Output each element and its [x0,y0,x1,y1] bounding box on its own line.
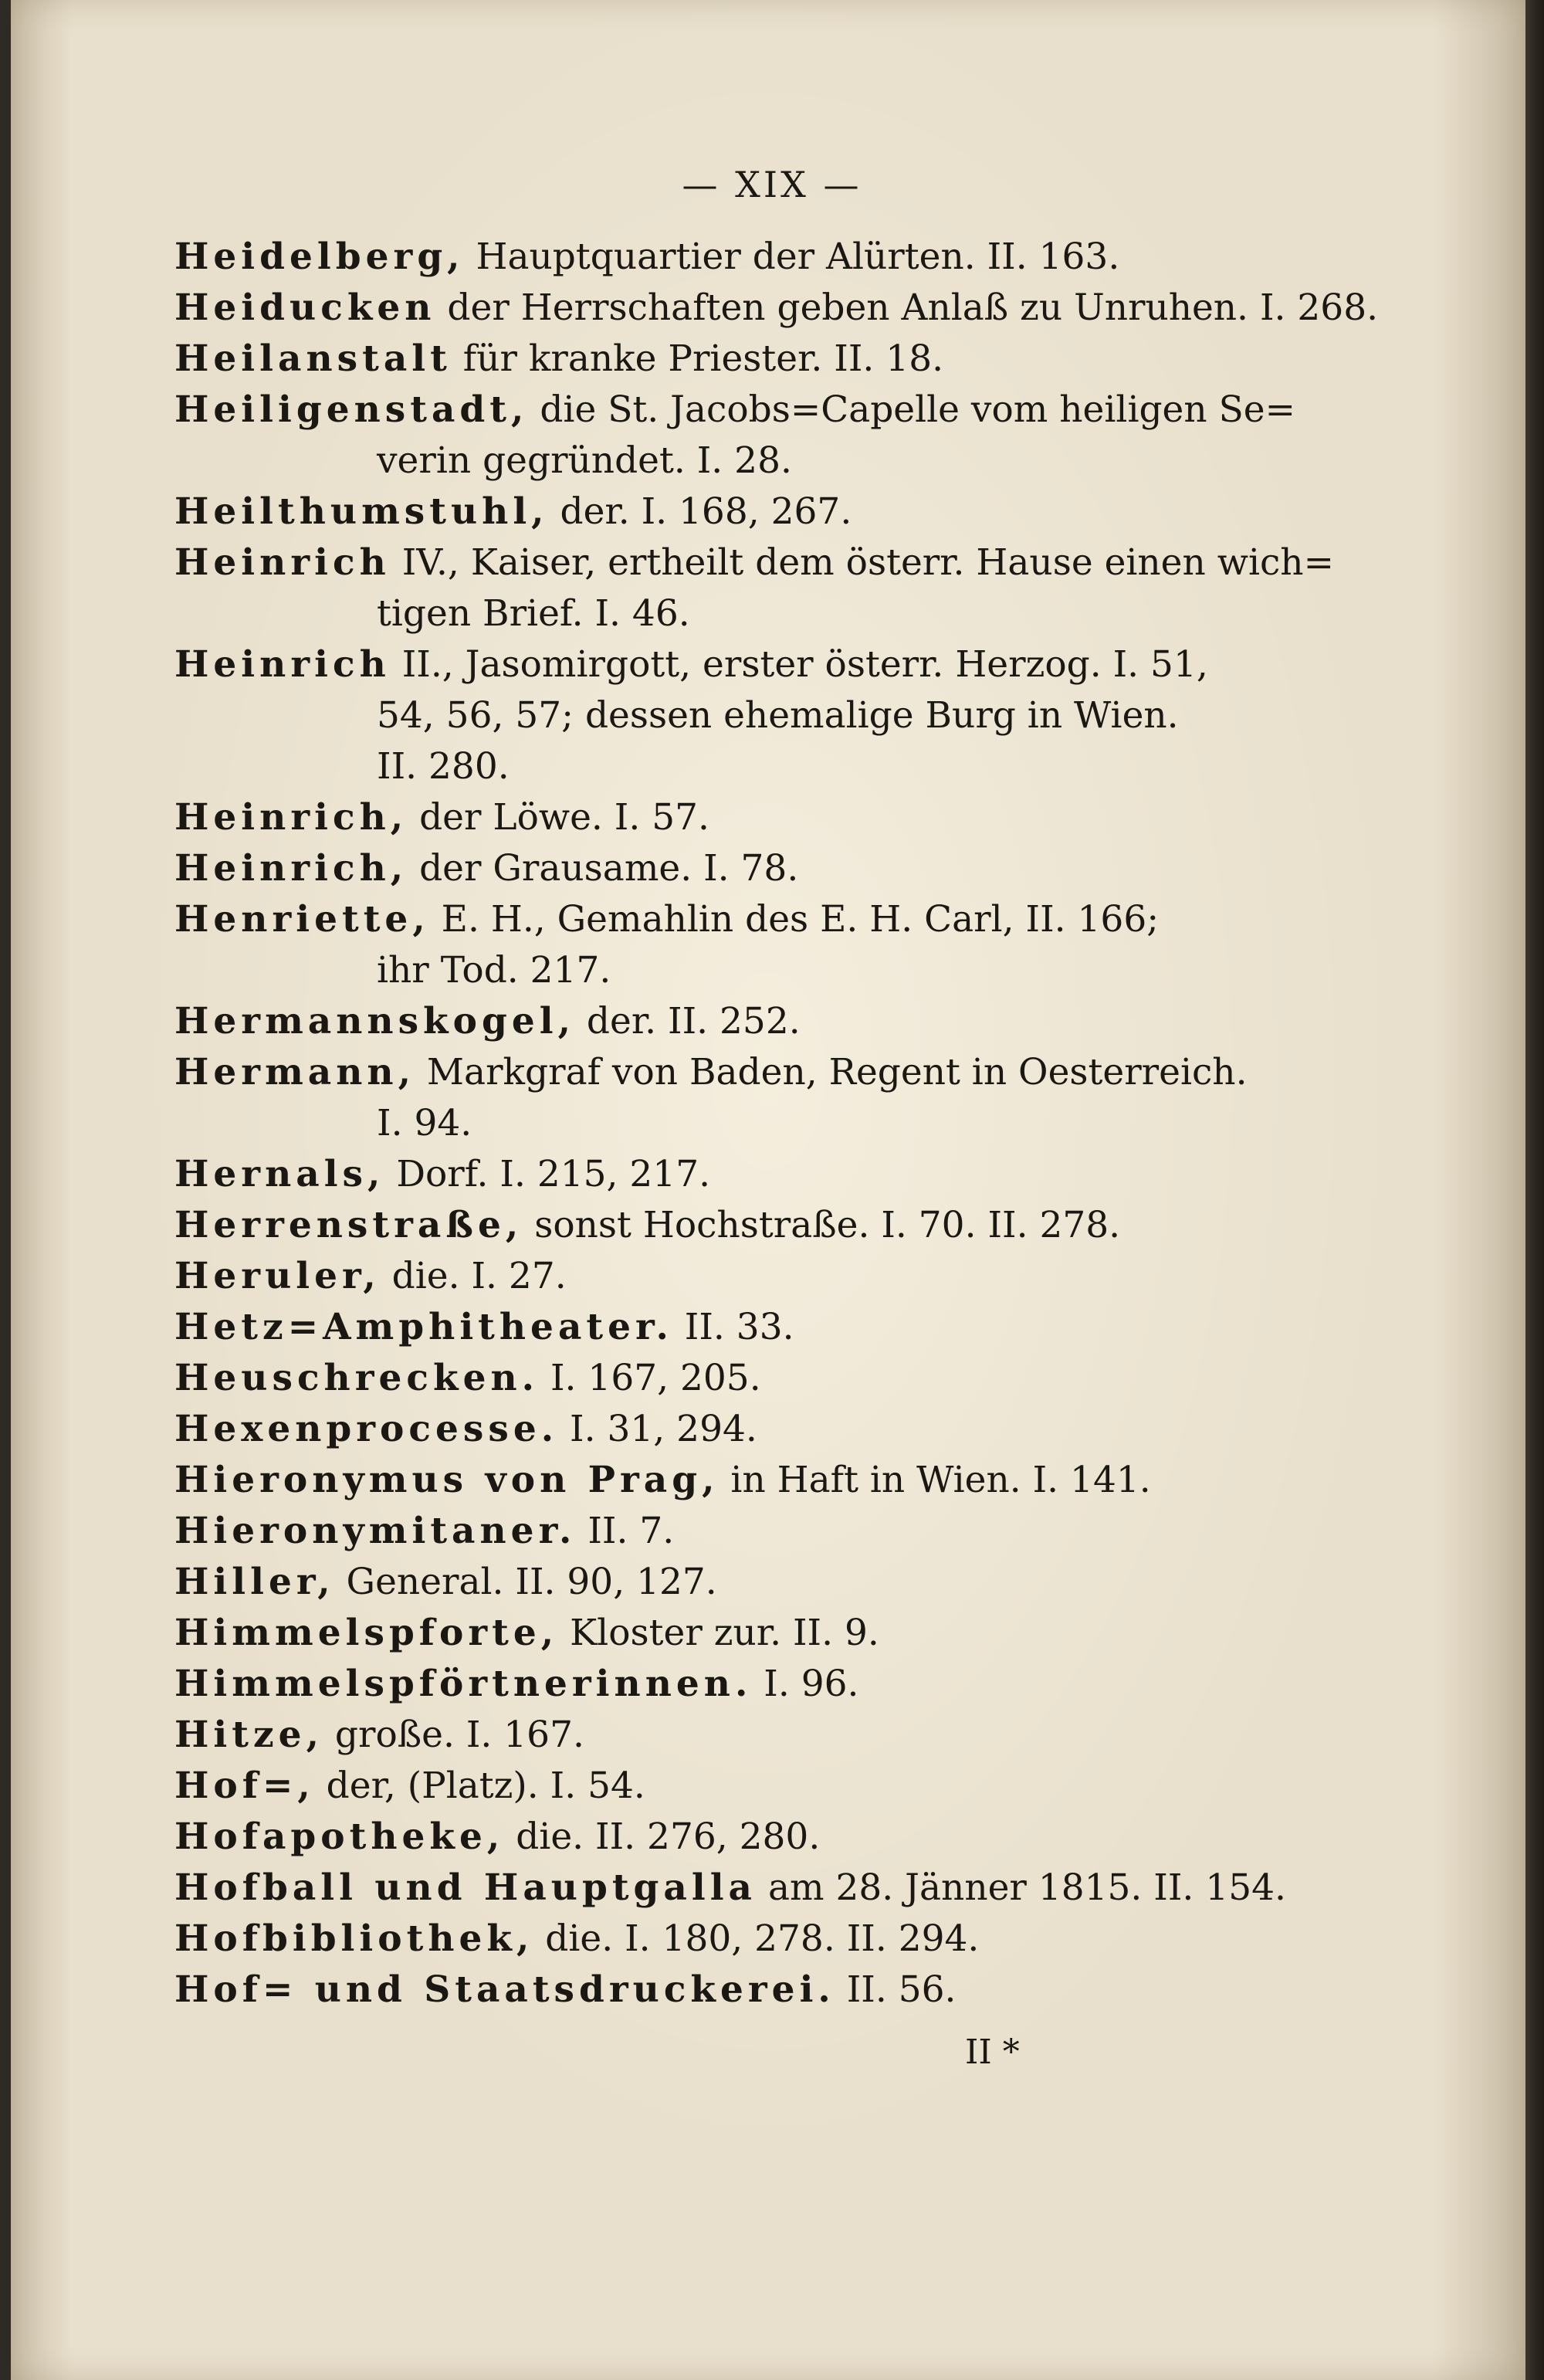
entry-text: Dorf. I. 215, 217. [396,1153,711,1195]
entry-heading: Himmelspforte, [174,1612,559,1654]
index-entry [174,1608,1240,1659]
index-entry [174,1506,1240,1557]
entry-text: II. 33. [684,1306,794,1348]
entry-first-line [174,1812,1240,1863]
entry-text: die. I. 180, 278. II. 294. [545,1917,980,1960]
entry-heading: Hermann, [174,1051,415,1093]
entry-text: II. 7. [587,1510,675,1552]
entry-text: große. I. 167. [334,1714,584,1756]
index-entry [174,1710,1240,1761]
index-entry [174,283,1379,334]
index-entry [174,1761,1240,1812]
index-entry [174,843,1240,894]
index-entry [174,1047,1248,1149]
index-entry [174,1863,1286,1914]
entry-first-line [174,232,1240,283]
entry-heading: Heilthumstuhl, [174,490,549,533]
entry-heading: Herrenstraße, [174,1204,523,1246]
entry-first-line [174,1914,1240,1965]
entry-text: die. I. 27. [391,1255,567,1297]
entry-text: der Herrschaften geben Anlaß zu Unruhen. I. 268. [447,286,1379,329]
entry-heading: Hiller, [174,1561,335,1603]
index-entry [174,1965,1240,2016]
entry-heading: Heinrich [174,541,391,584]
entry-heading: Himmelspförtnerinnen. [174,1663,753,1705]
entry-heading: Heuschrecken. [174,1357,540,1399]
entry-first-line [174,639,1240,690]
signature-mark: II * [965,2032,1020,2072]
index-entry [174,1404,1240,1455]
entry-text: die. II. 276, 280. [516,1816,821,1858]
entry-first-line [174,894,1240,945]
index-entry [174,996,1240,1047]
entry-continuation-line [174,1098,1240,1149]
index-entry [174,1557,1240,1608]
entry-heading: Hetz=Amphitheater. [174,1306,673,1348]
entry-text: verin gegründet. I. 28. [377,439,792,482]
entry-text: II. 56. [846,1968,957,2011]
entry-text: Hauptquartier der Alürten. II. 163. [476,236,1120,278]
entry-continuation-line [174,436,1240,487]
entry-first-line [174,1557,1240,1608]
index-entry [174,537,1334,639]
entry-text: am 28. Jänner 1815. II. 154. [767,1866,1286,1909]
index-entry [174,639,1240,792]
entry-text: der. I. 168, 267. [560,490,852,533]
index-entry [174,1659,1240,1710]
index-entry [174,1149,1240,1200]
entry-first-line [174,537,1334,588]
entry-first-line [174,996,1240,1047]
index-entry [174,487,1240,537]
entry-text: II. 280. [377,745,510,788]
entry-first-line [174,487,1240,537]
index-entry [174,1812,1240,1863]
entry-text: E. H., Gemahlin des E. H. Carl, II. 166; [441,898,1160,941]
entry-heading: Heruler, [174,1255,381,1297]
entry-text: I. 96. [764,1663,859,1705]
entry-heading: Hof= und Staatsdruckerei. [174,1968,835,2011]
entry-first-line [174,1149,1240,1200]
book-edge [1525,0,1544,2380]
entry-text: sonst Hochstraße. I. 70. II. 278. [534,1204,1121,1246]
entry-first-line [174,1047,1248,1098]
entry-text: in Haft in Wien. I. 141. [730,1459,1151,1501]
entry-first-line [174,1353,1240,1404]
entry-first-line [174,1506,1240,1557]
index-entry [174,1455,1240,1506]
entry-text: I. 94. [377,1102,472,1144]
index-entry [174,385,1295,487]
index-entries [174,232,1379,2016]
entry-heading: Hof=, [174,1765,315,1807]
page-header: — XIX — [682,164,862,205]
entry-text: Kloster zur. II. 9. [570,1612,879,1654]
entry-heading: Hexenprocesse. [174,1408,559,1450]
entry-text: tigen Brief. I. 46. [377,592,690,635]
entry-heading: Hitze, [174,1714,323,1756]
entry-heading: Hernals, [174,1153,385,1195]
entry-heading: Heinrich [174,643,391,686]
index-entry [174,1200,1240,1251]
entry-text: ihr Tod. 217. [377,949,611,992]
entry-heading: Hofapotheke, [174,1816,505,1858]
index-entry [174,792,1240,843]
entry-text: der. II. 252. [586,1000,801,1043]
index-entry [174,1353,1240,1404]
entry-continuation-line [174,741,1240,792]
entry-heading: Hofbibliothek, [174,1917,534,1960]
index-entry [174,1914,1240,1965]
entry-first-line [174,385,1295,436]
entry-text: der Grausame. I. 78. [419,847,799,890]
index-entry [174,232,1240,283]
entry-text: für kranke Priester. II. 18. [462,337,944,380]
index-entry [174,334,1240,385]
entry-first-line [174,1404,1240,1455]
entry-heading: Heinrich, [174,796,408,839]
entry-heading: Hermannskogel, [174,1000,575,1043]
entry-first-line [174,283,1379,334]
entry-text: der, (Platz). I. 54. [326,1765,645,1807]
entry-first-line [174,792,1240,843]
entry-continuation-line [174,945,1240,996]
entry-heading: Hofball und Hauptgalla [174,1866,757,1909]
entry-text: 54, 56, 57; dessen ehemalige Burg in Wien. [377,694,1179,737]
entry-first-line [174,1863,1286,1914]
entry-first-line [174,1710,1240,1761]
entry-first-line [174,1761,1240,1812]
entry-heading: Hieronymitaner. [174,1510,577,1552]
entry-first-line [174,1302,1240,1353]
entry-heading: Heilanstalt [174,337,452,380]
entry-text: II., Jasomirgott, erster österr. Herzog. I. 51, [401,643,1208,686]
entry-heading: Heidelberg, [174,236,465,278]
entry-heading: Henriette, [174,898,430,941]
entry-text: I. 167, 205. [550,1357,761,1399]
entry-first-line [174,1200,1240,1251]
entry-text: der Löwe. I. 57. [419,796,709,839]
entry-first-line [174,843,1240,894]
entry-continuation-line [174,690,1240,741]
entry-text: die St. Jacobs=Capelle vom heiligen Se= [540,388,1295,431]
entry-heading: Heiligenstadt, [174,388,529,431]
entry-heading: Heinrich, [174,847,408,890]
entry-heading: Hieronymus von Prag, [174,1459,720,1501]
entry-first-line [174,334,1240,385]
entry-text: I. 31, 294. [570,1408,757,1450]
index-entry [174,1251,1240,1302]
entry-first-line [174,1608,1240,1659]
index-entry [174,894,1240,996]
entry-text: General. II. 90, 127. [346,1561,717,1603]
entry-first-line [174,1251,1240,1302]
index-entry [174,1302,1240,1353]
entry-first-line [174,1659,1240,1710]
entry-continuation-line [174,588,1240,639]
entry-text: IV., Kaiser, ertheilt dem österr. Hause einen wich= [401,541,1334,584]
entry-first-line [174,1455,1240,1506]
entry-heading: Heiducken [174,286,436,329]
entry-first-line [174,1965,1240,2016]
entry-text: Markgraf von Baden, Regent in Oesterreich. [426,1051,1248,1093]
